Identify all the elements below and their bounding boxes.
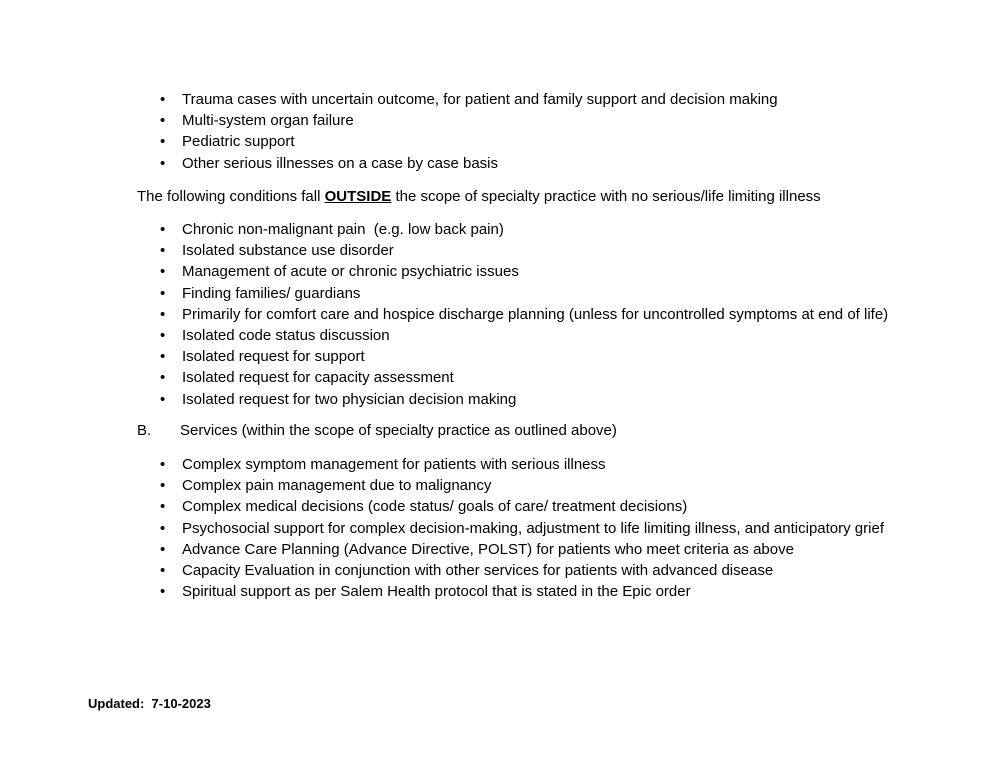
list-item-text: Advance Care Planning (Advance Directive, POLST) for patients who meet criteria as above [182, 540, 794, 558]
list-item-text: Capacity Evaluation in conjunction with other services for patients with advanced disease [182, 562, 774, 580]
list-item [137, 219, 888, 240]
outside-emphasis: OUTSIDE [324, 188, 392, 205]
bullet-icon: • [160, 562, 166, 580]
list-item-text: Other serious illnesses on a case by case basis [182, 154, 498, 172]
list-item-text: Management of acute or chronic psychiatric issues [182, 263, 519, 281]
list-item-text: Isolated request for two physician decision making [182, 390, 517, 408]
exclusion-list [137, 219, 888, 410]
bullet-icon: • [160, 369, 166, 387]
bullet-icon: • [160, 305, 166, 323]
bullet-icon: • [160, 133, 166, 151]
list-item [137, 346, 888, 367]
list-item [137, 560, 884, 581]
services-list [137, 454, 884, 602]
bullet-icon: • [160, 540, 166, 558]
bullet-icon: • [160, 456, 166, 473]
list-item-text: Complex pain management due to malignancy [182, 477, 492, 495]
list-item [137, 496, 884, 517]
list-item [137, 539, 884, 560]
bullet-icon: • [160, 327, 166, 345]
list-item [137, 325, 888, 346]
list-item-text: Psychosocial support for complex decision-making, adjustment to life limiting illness, and anticipatory grief [182, 519, 884, 537]
bullet-icon: • [160, 477, 166, 495]
list-item [137, 367, 888, 388]
bullet-icon: • [160, 583, 166, 601]
list-item [137, 475, 884, 496]
list-item [137, 454, 884, 475]
list-item-text: Complex symptom management for patients with serious illness [182, 456, 606, 473]
inclusion-list [137, 89, 778, 174]
bullet-icon: • [160, 154, 166, 172]
list-item [137, 153, 778, 174]
bullet-icon: • [160, 390, 166, 408]
list-item-text: Isolated substance use disorder [182, 242, 394, 260]
section-b-heading [137, 420, 617, 441]
outside-scope-paragraph [137, 186, 821, 207]
list-item-text: Pediatric support [182, 133, 295, 151]
list-item [137, 389, 888, 410]
list-item-text: Primarily for comfort care and hospice discharge planning (unless for uncontrolled symptoms at end of life) [182, 305, 889, 323]
list-item-text: Spiritual support as per Salem Health protocol that is stated in the Epic order [182, 583, 691, 601]
bullet-icon: • [160, 348, 166, 366]
list-item [137, 518, 884, 539]
bullet-icon: • [160, 112, 166, 130]
list-item-text: Chronic non-malignant pain (e.g. low back pain) [182, 221, 504, 238]
list-item [137, 261, 888, 282]
list-item [137, 283, 888, 304]
list-item-text: Finding families/ guardians [182, 284, 361, 302]
updated-date-note: Updated: 7-10-2023 [88, 696, 211, 711]
section-b-label: B. [137, 422, 152, 439]
list-item-text: Isolated request for capacity assessment [182, 369, 454, 387]
list-item [137, 304, 888, 325]
bullet-icon: • [160, 242, 166, 260]
list-item [137, 240, 888, 261]
list-item [137, 581, 884, 602]
list-item-text: Multi-system organ failure [182, 112, 354, 130]
paragraph-text: The following conditions fall [137, 188, 325, 205]
bullet-icon: • [160, 498, 166, 516]
list-item-text: Isolated code status discussion [182, 327, 390, 345]
list-item [137, 131, 778, 152]
list-item-text: Isolated request for support [182, 348, 365, 366]
bullet-icon: • [160, 221, 166, 238]
list-item-text: Complex medical decisions (code status/ goals of care/ treatment decisions) [182, 498, 688, 516]
list-item-text: Trauma cases with uncertain outcome, for patient and family support and decision making [182, 91, 778, 108]
bullet-icon: • [160, 91, 166, 108]
list-item [137, 110, 778, 131]
list-item [137, 89, 778, 110]
section-b-title: Services (within the scope of specialty practice as outlined above) [180, 422, 617, 439]
paragraph-text: the scope of specialty practice with no serious/life limiting illness [391, 188, 821, 205]
bullet-icon: • [160, 519, 166, 537]
bullet-icon: • [160, 284, 166, 302]
bullet-icon: • [160, 263, 166, 281]
